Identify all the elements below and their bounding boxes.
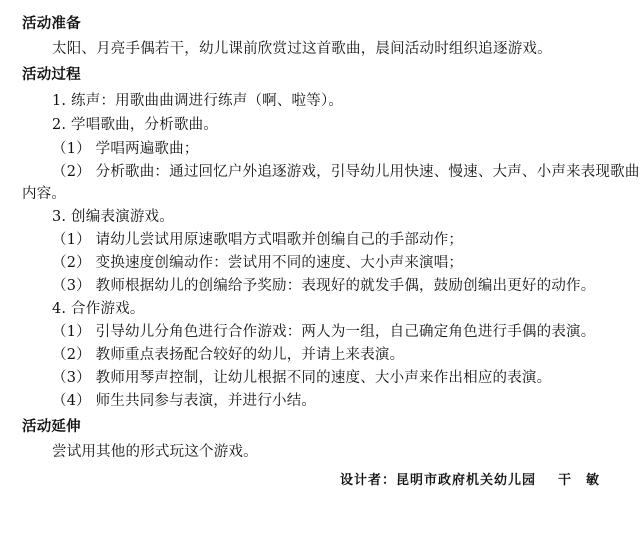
credit-author: 干 敏: [558, 473, 601, 488]
process-line: （3） 教师根据幼儿的创编给予奖励：表现好的就发手偶，鼓励创编出更好的动作。: [52, 278, 596, 294]
process-line: 1. 练声：用歌曲曲调进行练声（啊、啦等）。: [52, 93, 344, 109]
process-line: （1） 引导幼儿分角色进行合作游戏：两人为一组，自己确定角色进行手偶的表演。: [52, 324, 596, 340]
process-line: （2） 分析歌曲：通过回忆户外追逐游戏，引导幼儿用快速、慢速、大声、小声来表现歌曲: [52, 164, 640, 180]
process-line: （2） 变换速度创编动作：尝试用不同的速度、大小声来演唱；: [52, 255, 464, 271]
process-line: （2） 教师重点表扬配合较好的幼儿，并请上来表演。: [52, 347, 405, 363]
extension-text: 尝试用其他的形式玩这个游戏。: [52, 444, 258, 460]
process-line: 3. 创编表演游戏。: [52, 209, 174, 225]
process-line: （4） 师生共同参与表演，并进行小结。: [52, 393, 317, 409]
process-line: 内容。: [22, 186, 67, 202]
heading-activity-preparation: 活动准备: [22, 16, 81, 32]
process-line: （1） 请幼儿尝试用原速歌唱方式唱歌并创编自己的手部动作；: [52, 232, 464, 248]
heading-activity-process: 活动过程: [22, 67, 81, 83]
credit-line: [340, 472, 600, 490]
process-line: （3） 教师用琴声控制，让幼儿根据不同的速度、大小声来作出相应的表演。: [52, 370, 552, 386]
process-line: （1） 学唱两遍歌曲；: [52, 141, 199, 157]
process-line: 2. 学唱歌曲，分析歌曲。: [52, 117, 219, 133]
credit-organization: 昆明市政府机关幼儿园: [396, 473, 537, 488]
preparation-text: 太阳、月亮手偶若干，幼儿课前欣赏过这首歌曲，晨间活动时组织追逐游戏。: [52, 41, 552, 57]
credit-label: 设计者：: [340, 473, 397, 488]
process-line: 4. 合作游戏。: [52, 301, 145, 317]
heading-activity-extension: 活动延伸: [22, 419, 81, 435]
